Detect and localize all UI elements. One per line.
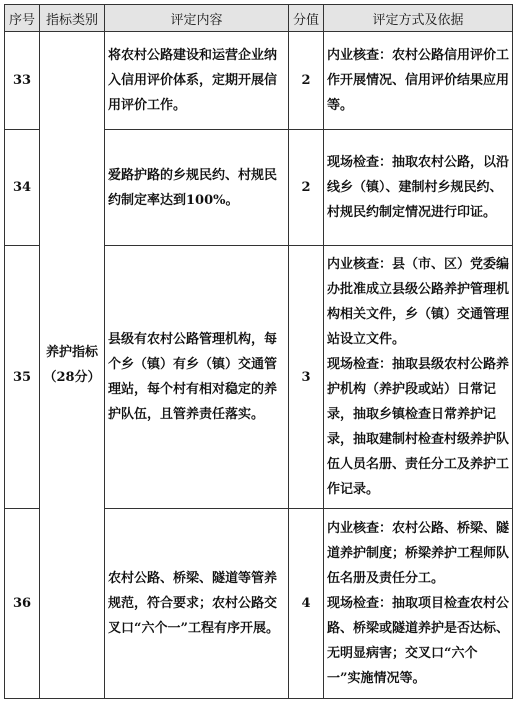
row-score: 2 <box>289 32 324 130</box>
row-method <box>324 509 513 699</box>
category-label: 养护指标 <box>45 345 98 360</box>
table-header-row <box>5 5 513 32</box>
row-number: 34 <box>5 130 40 246</box>
method-paragraph: 内业核查：农村公路、桥梁、隧道养护制度；桥梁养护工程师队伍名册及责任分工。 <box>327 521 510 586</box>
row-method <box>324 32 513 130</box>
method-paragraph: 现场检查：抽取农村公路，以沿线乡（镇）、建制村乡规民约、村规民约制定情况进行印证。 <box>327 155 510 220</box>
row-method <box>324 246 513 509</box>
row-number: 33 <box>5 32 40 130</box>
row-number: 35 <box>5 246 40 509</box>
header-serial-number: 序号 <box>5 5 40 32</box>
header-method: 评定方式及依据 <box>324 5 513 32</box>
row-score: 3 <box>289 246 324 509</box>
row-content: 县级有农村公路管理机构，每个乡（镇）有乡（镇）交通管理站，每个村有相对稳定的养护队伍，且管养责任落实。 <box>105 246 289 509</box>
row-score: 4 <box>289 509 324 699</box>
category-points: （28分） <box>43 370 101 385</box>
evaluation-table <box>4 4 513 699</box>
row-content: 将农村公路建设和运营企业纳入信用评价体系，定期开展信用评价工作。 <box>105 32 289 130</box>
row-method <box>324 130 513 246</box>
header-content: 评定内容 <box>105 5 289 32</box>
method-paragraph: 现场检查：抽取项目检查农村公路、桥梁或隧道养护是否达标、无明显病害；交叉口“六个一”实施情况等。 <box>327 596 510 686</box>
row-content: 农村公路、桥梁、隧道等管养规范，符合要求；农村公路交叉口“六个一”工程有序开展。 <box>105 509 289 699</box>
header-score: 分值 <box>289 5 324 32</box>
category-cell <box>40 32 105 699</box>
method-paragraph: 内业核查：农村公路信用评价工作开展情况、信用评价结果应用等。 <box>327 48 510 113</box>
method-paragraph: 内业核查：县（市、区）党委编办批准成立县级公路养护管理机构相关文件，乡（镇）交通管理站设立文件。 <box>327 257 510 347</box>
row-number: 36 <box>5 509 40 699</box>
row-content: 爱路护路的乡规民约、村规民约制定率达到100%。 <box>105 130 289 246</box>
row-score: 2 <box>289 130 324 246</box>
header-category: 指标类别 <box>40 5 105 32</box>
table-row <box>5 32 513 130</box>
method-paragraph: 现场检查：抽取县级农村公路养护机构（养护段或站）日常记录，抽取乡镇检查日常养护记录，抽取建制村检查村级养护队伍人员名册、责任分工及养护工作记录。 <box>327 357 510 497</box>
